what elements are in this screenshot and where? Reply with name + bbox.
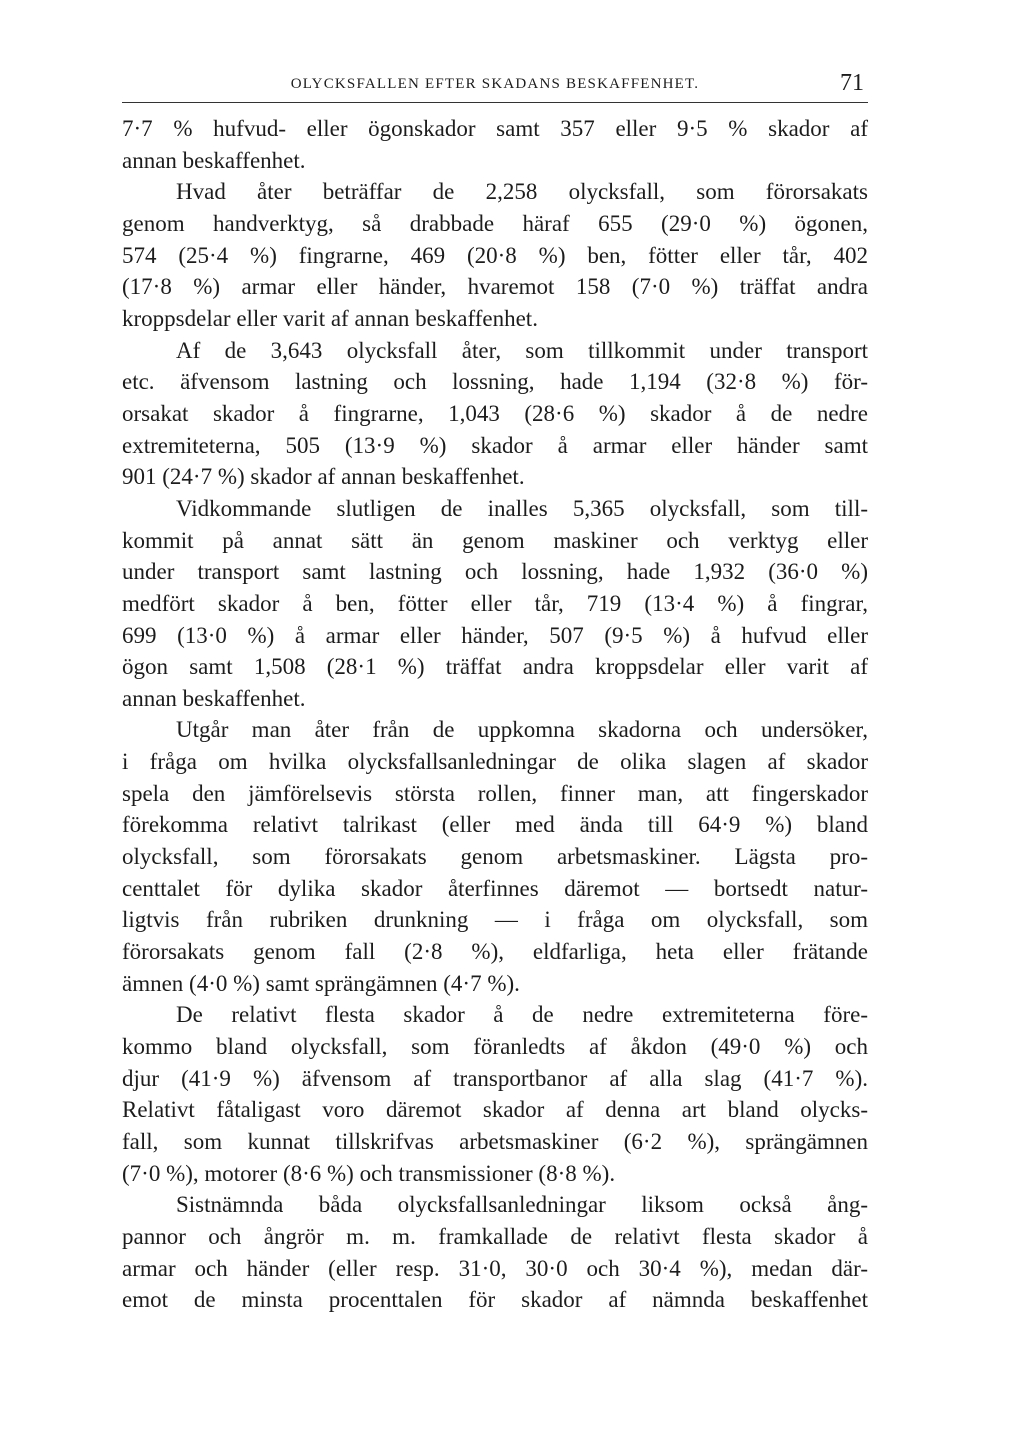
text-line: förorsakats genom fall (2·8 %), eldfarliga, heta eller frätande bbox=[122, 939, 868, 965]
text-line: fall, som kunnat tillskrifvas arbetsmaskiner (6·2 %), sprängämnen bbox=[122, 1129, 868, 1154]
text-line: armar och händer (eller resp. 31·0, 30·0 och 30·4 %), medan där- bbox=[122, 1255, 868, 1281]
text-line: Vidkommande slutligen de inalles 5,365 olycksfall, som till- bbox=[176, 495, 868, 521]
text-line: 901 (24·7 %) skador af annan beskaffenhet. bbox=[122, 464, 525, 490]
text-line: De relativt flesta skador å de nedre extremiteterna före- bbox=[176, 1002, 868, 1028]
text-line: Hvad åter beträffar de 2,258 olycksfall, som förorsakats bbox=[176, 179, 868, 205]
running-title: OLYCKSFALLEN EFTER SKADANS BESKAFFENHET. bbox=[290, 76, 700, 92]
text-line: extremiteterna, 505 (13·9 %) skador å armar eller händer samt bbox=[122, 432, 868, 458]
text-line: ämnen (4·0 %) samt sprängämnen (4·7 %). bbox=[122, 970, 520, 996]
text-line: medfört skador å ben, fötter eller tår, 719 (13·4 %) å fingrar, bbox=[122, 590, 868, 616]
text-line: ögon samt 1,508 (28·1 %) träffat andra kroppsdelar eller varit af bbox=[122, 654, 868, 680]
text-line: spela den jämförelsevis största rollen, finner man, att fingerskador bbox=[122, 780, 868, 806]
running-head bbox=[122, 70, 868, 103]
text-line: orsakat skador å fingrarne, 1,043 (28·6 %) skador å de nedre bbox=[122, 400, 868, 426]
text-line: Relativt fåtaligast voro däremot skador af denna art bland olycks- bbox=[122, 1097, 868, 1123]
book-page bbox=[122, 70, 868, 1316]
text-line: kommo bland olycksfall, som föranledts af åkdon (49·0 %) och bbox=[122, 1034, 868, 1060]
text-line: Sistnämnda båda olycksfallsanledningar liksom också ång- bbox=[176, 1192, 868, 1218]
text-line: kroppsdelar eller varit af annan beskaffenhet. bbox=[122, 305, 538, 331]
text-line: annan beskaffenhet. bbox=[122, 147, 306, 173]
text-line: pannor och ångrör m. m. framkallade de relativt flesta skador å bbox=[122, 1223, 868, 1249]
text-line: i fråga om hvilka olycksfallsanledningar de olika slagen af skador bbox=[122, 749, 868, 775]
page-number: 71 bbox=[840, 70, 864, 96]
text-line: ligtvis från rubriken drunkning — i fråga om olycksfall, som bbox=[122, 907, 868, 933]
text-line: förekomma relativt talrikast (eller med ända till 64·9 %) bland bbox=[122, 812, 868, 838]
body-text bbox=[122, 113, 868, 1316]
text-line: 7·7 % hufvud- eller ögonskador samt 357 eller 9·5 % skador af bbox=[122, 116, 868, 141]
text-line: (7·0 %), motorer (8·6 %) och transmissioner (8·8 %). bbox=[122, 1160, 616, 1186]
text-line: emot de minsta procenttalen för skador af nämnda beskaffenhet bbox=[122, 1287, 868, 1313]
text-line: 699 (13·0 %) å armar eller händer, 507 (9·5 %) å hufvud eller bbox=[122, 622, 868, 648]
text-line: kommit på annat sätt än genom maskiner och verktyg eller bbox=[122, 527, 868, 553]
text-line: djur (41·9 %) äfvensom af transportbanor af alla slag (41·7 %). bbox=[122, 1065, 868, 1091]
text-line: etc. äfvensom lastning och lossning, hade 1,194 (32·8 %) för- bbox=[122, 369, 868, 395]
text-line: genom handverktyg, så drabbade häraf 655 (29·0 %) ögonen, bbox=[122, 210, 868, 236]
text-line: olycksfall, som förorsakats genom arbetsmaskiner. Lägsta pro- bbox=[122, 844, 868, 870]
text-line: (17·8 %) armar eller händer, hvaremot 158 (7·0 %) träffat andra bbox=[122, 274, 868, 300]
text-line: centtalet för dylika skador återfinnes däremot — bortsedt natur- bbox=[122, 875, 868, 901]
text-line: Utgår man åter från de uppkomna skadorna och undersöker, bbox=[176, 717, 868, 743]
text-line: annan beskaffenhet. bbox=[122, 685, 306, 711]
text-line: 574 (25·4 %) fingrarne, 469 (20·8 %) ben, fötter eller tår, 402 bbox=[122, 242, 868, 268]
text-line: Af de 3,643 olycksfall åter, som tillkommit under transport bbox=[176, 337, 868, 363]
text-line: under transport samt lastning och lossning, hade 1,932 (36·0 %) bbox=[122, 559, 868, 585]
